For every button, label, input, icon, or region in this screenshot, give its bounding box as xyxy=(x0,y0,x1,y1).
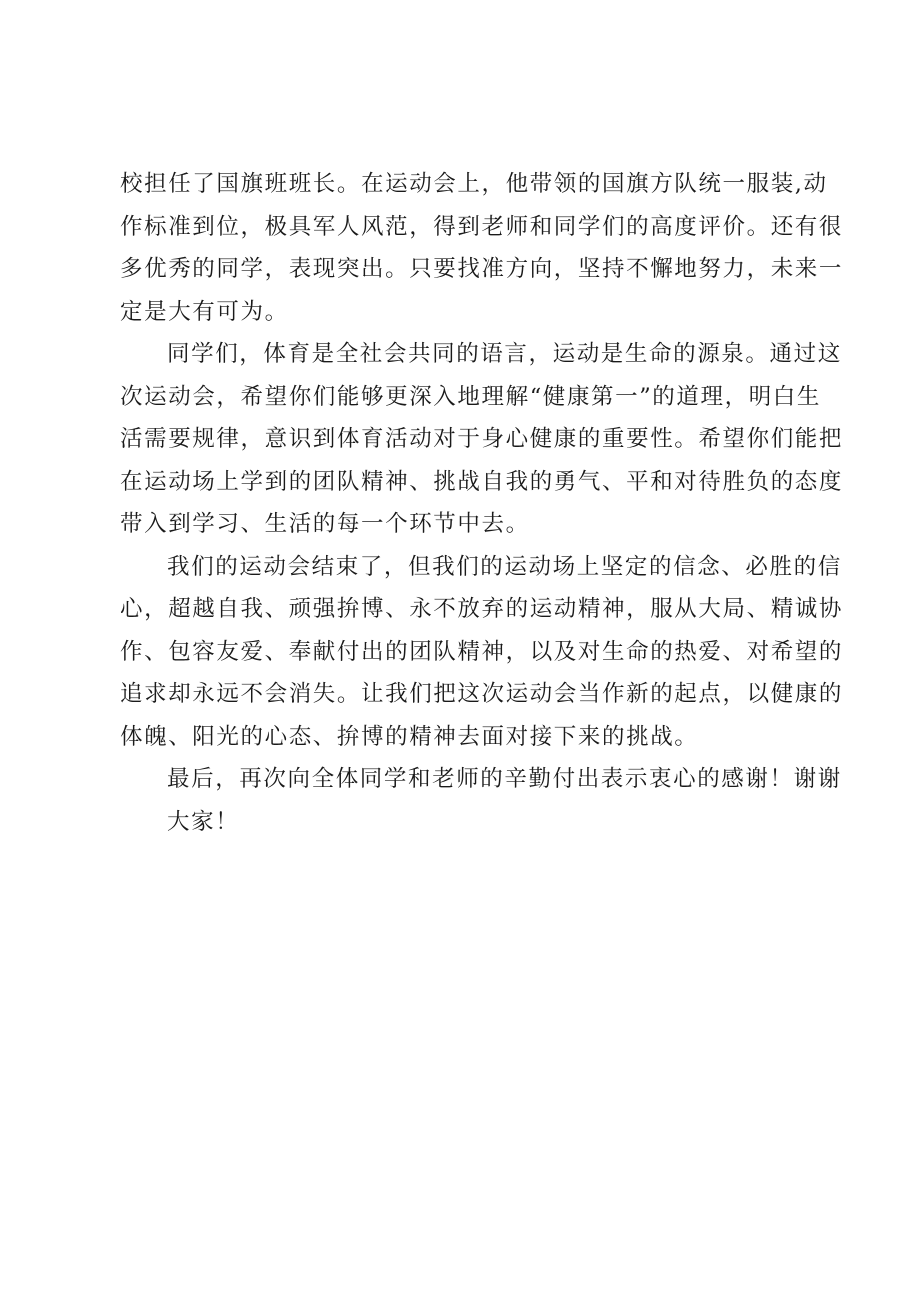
text-line: 作、包容友爱、奉献付出的团队精神，以及对生命的热爱、对希望的 xyxy=(120,638,844,665)
text-line: 活需要规律，意识到体育活动对于身心健康的重要性。希望你们能把 xyxy=(120,426,844,452)
text-line: 心，超越自我、顽强拚博、永不放弃的运动精神，服从大局、精诚协 xyxy=(120,596,844,622)
text-line: 校担任了国旗班班长。在运动会上，他带领的国旗方队统一服装,动 xyxy=(120,171,828,197)
text-line: 多优秀的同学，表现突出。只要找准方向，坚持不懈地努力，未来一 xyxy=(120,256,844,282)
paragraph-first-line: 最后，再次向全体同学和老师的辛勤付出表示衷心的感谢！谢谢 xyxy=(167,766,842,792)
paragraph-first-line: 同学们，体育是全社会共同的语言，运动是生命的源泉。通过这 xyxy=(167,341,842,367)
text-line: 定是大有可为。 xyxy=(120,298,289,325)
text-line: 体魄、阳光的心态、拚博的精神去面对接下来的挑战。 xyxy=(120,723,699,750)
text-line: 作标准到位，极具军人风范，得到老师和同学们的高度评价。还有很 xyxy=(120,213,844,240)
text-line: 追求却永远不会消失。让我们把这次运动会当作新的起点，以健康的 xyxy=(120,681,844,707)
text-line: 在运动场上学到的团队精神、挑战自我的勇气、平和对待胜负的态度 xyxy=(120,468,844,495)
text-line: 次运动会，希望你们能够更深入地理解“健康第一”的道理，明白生 xyxy=(120,383,822,410)
document-body xyxy=(120,163,844,843)
text-line: 带入到学习、生活的每一个环节中去。 xyxy=(120,511,530,537)
paragraph-first-line: 我们的运动会结束了，但我们的运动场上坚定的信念、必胜的信 xyxy=(167,553,842,580)
text-line: 大家！ xyxy=(167,808,240,835)
